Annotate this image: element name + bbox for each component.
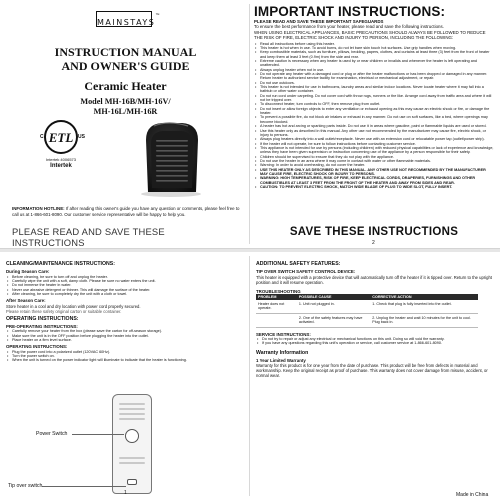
- info-note-lead: INFORMATION HOTLINE:: [12, 206, 65, 211]
- service-heading: SERVICE INSTRUCTIONS:: [256, 331, 311, 337]
- save-footer: SAVE THESE INSTRUCTIONS: [289, 226, 459, 238]
- troubleshooting-page: [256, 252, 494, 500]
- top-spread: [0, 0, 500, 248]
- power-switch-knob: [125, 429, 139, 443]
- list-item: • If you have any questions regarding this unit's operation or service, call customer service at 1-866-601-8090.: [262, 341, 494, 345]
- information-hotline-note: [12, 206, 240, 217]
- vent-slot: [119, 462, 145, 464]
- safety-features-title: ADDITIONAL SAFETY FEATURES:: [256, 261, 341, 267]
- table-header: CORRECTIVE ACTION: [370, 294, 478, 300]
- pre-operating-heading: PRE-OPERATING INSTRUCTIONS:: [6, 323, 78, 329]
- after-season-heading: After Season Care:: [6, 298, 46, 304]
- table-cell: 1. Check that plug is fully inserted into the outlet.: [370, 300, 478, 313]
- safeguards-warning-list: [254, 168, 494, 190]
- during-season-heading: During Season Care:: [6, 269, 50, 275]
- save-instructions-banner: PLEASE READ AND SAVE THESE INSTRUCTIONS: [12, 226, 165, 248]
- etl-us-tag: US: [78, 134, 85, 140]
- list-item: • Before cleaning, be sure to turn off and unplug the heater.: [12, 275, 244, 279]
- tip-over-heading: TIP OVER SWITCH SAFETY CONTROL DEVICE:: [256, 269, 356, 275]
- spread-gutter: [249, 4, 250, 244]
- vent-slot: [119, 413, 145, 415]
- page-number: 2: [372, 240, 375, 246]
- safeguard-item: • Do not insert or allow foreign objects to enter any ventilation or exhaust opening as this may cause an electric shock or fire, or damage the heater.: [260, 107, 494, 116]
- safeguard-item: • To prevent a possible fire, do not block air intakes or exhaust in any manner. Do not use on soft surfaces, like a bed, where openings may become blocked.: [260, 115, 494, 124]
- safeguards-page: [254, 0, 494, 248]
- made-in-label: Made in China: [456, 492, 489, 498]
- info-note-text: If after reading this owner's guide you have any question or comments, please feel free to call us at 1-866-601-8090. Our customer service representative will be happy to help you.: [12, 206, 240, 217]
- trademark: ™: [155, 12, 160, 17]
- care-page: [6, 252, 244, 500]
- safeguard-item: • Children should be supervised to ensure that they do not play with the appliance.: [260, 155, 494, 159]
- tip-over-text: This heater is equipped with a protective device that will automatically turn off the heater if it is tipped over. Return to the upright position and it will resume operation.: [256, 274, 492, 285]
- safeguard-item: • If the heater will not operate, be sure to follow instructions before contacting customer service.: [260, 142, 494, 146]
- safeguard-item: • Always unplug heater when not in use.: [260, 68, 494, 72]
- service-list: [256, 337, 494, 346]
- list-item: • Do not try to repair or adjust any electrical or mechanical functions on this unit. Doing so will void the warranty.: [262, 337, 494, 341]
- product-name: Ceramic Heater: [84, 79, 167, 93]
- list-item: • When the unit is turned on the power indicator light will illuminate to indicate that the heater is functioning.: [12, 358, 244, 362]
- vent-slot: [119, 403, 145, 405]
- cover-page: [0, 0, 249, 248]
- safeguard-item: • Do not use outdoors.: [260, 81, 494, 85]
- safeguard-item: • This heater is hot when in use. To avoid burns, do not let bare skin touch hot surfaces. Use grip handles when moving.: [260, 46, 494, 50]
- safeguard-warning-item: • USE THIS HEATER ONLY AS DESCRIBED IN THIS MANUAL. ANY OTHER USE NOT RECOMMENDED BY THE MANUFACTURER MAY CAUSE FIRE, ELECTRIC SHOCK OR INJURY TO PERSONS.: [260, 168, 494, 177]
- model-line2: MH-16L/MH-16R: [93, 107, 158, 116]
- table-cell: 2. One of the safety features may have activated.: [297, 313, 370, 327]
- safeguard-item: • Do not run cord under carpeting. Do not cover cord with throw rugs, runners or the like. Arrange cord away from traffic area and where it will not be tripped over.: [260, 94, 494, 103]
- manual-title-line2: AND OWNER'S GUIDE: [61, 59, 190, 73]
- tip-over-callout-line: [42, 486, 126, 487]
- operating-heading: OPERATING INSTRUCTIONS:: [6, 344, 68, 350]
- list-item: • Plug the power cord into a polarized outlet (120VAC 60Hz).: [12, 350, 244, 354]
- safeguard-warning-item: • CAUTION: TO PREVENT ELECTRIC SHOCK, MATCH WIDE BLADE OF PLUG TO WIDE SLOT, FULLY INSERT.: [260, 185, 494, 189]
- safeguard-item: • Do not use the heater in an area where it may come in contact with water or other flammable materials.: [260, 159, 494, 163]
- after-season-text: Store heater in a cool and dry location with power cord properly secured.: [6, 303, 141, 309]
- etl-mark: ETL: [48, 130, 74, 145]
- safeguard-item: • This heater is not intended for use in bathrooms, laundry areas and similar indoor locations. Never locate heater where it may fall into a bathtub or other water container.: [260, 85, 494, 94]
- warranty-title: Warranty Information: [256, 349, 309, 356]
- list-item: • After cleaning, be sure to completely dry the unit with a cloth or towel.: [12, 292, 244, 296]
- list-item: • Never use abrasive detergent or thinner. This will damage the surface of the heater.: [12, 288, 244, 292]
- list-item: • Carefully remove your heater from the box (please save the carton for off-season storage).: [12, 329, 244, 333]
- table-header: PROBLEM: [256, 294, 297, 300]
- etl-code: Intertek 4006573: [45, 157, 77, 162]
- safeguards-list: [254, 42, 494, 168]
- model-numbers: [8, 97, 243, 117]
- troubleshooting-heading: TROUBLESHOOTING: [256, 288, 301, 294]
- model-line1: Model MH-16B/MH-16V/: [80, 97, 171, 106]
- safeguard-item: • Extreme caution is necessary when any heater is used by or near children or invalids and whenever the heater is left operating and unattended.: [260, 59, 494, 68]
- warranty-subtitle: 1 Year Limited Warranty: [256, 357, 306, 363]
- etl-certification-mark: [32, 120, 90, 169]
- table-cell: Heater does not operate.: [256, 300, 297, 313]
- safeguard-warning-item: • WARNING: HIGH TEMPERATURES, RISK OF FIRE, KEEP ELECTRICAL CORDS, DRAPERIES, FURNISHINGS AND OTHER COMBUSTIBLES AT LEAST 3 FEET FROM THE FRONT OF THE HEATER AND AWAY FROM SIDES AND REAR.: [260, 176, 494, 185]
- troubleshooting-table: [256, 294, 478, 328]
- list-item: • Carefully wipe the unit with a soft, damp cloth. Please be sure no water enters the unit.: [12, 279, 244, 283]
- etl-c-tag: C: [40, 134, 44, 140]
- manual-title-line1: INSTRUCTION MANUAL: [54, 45, 197, 59]
- vent-slot: [119, 457, 145, 459]
- safeguard-item: • Keep combustible materials, such as furniture, pillows, bedding, papers, clothes, and curtains at least three (3) feet from the front of heater and keep them at least 3 feet (0.9m) from the side and rear.: [260, 50, 494, 59]
- safeguards-title: IMPORTANT INSTRUCTIONS:: [254, 4, 446, 19]
- brand-name: MAINSTAYS: [97, 18, 156, 27]
- manual-title: [8, 45, 243, 73]
- spread-gutter: [249, 256, 250, 496]
- page-number: 1: [124, 490, 127, 496]
- table-cell: 2. Unplug the heater and wait 10 minutes for the unit to cool. Plug back in.: [370, 313, 478, 327]
- operating-list: [6, 350, 244, 363]
- safeguard-item: • Warning: In order to avoid overheating, do not cover the heater.: [260, 163, 494, 167]
- safeguards-warning-intro: WHEN USING ELECTRICAL APPLIANCES, BASIC PRECAUTIONS SHOULD ALWAYS BE FOLLOWED TO REDUCE THE RISK OF FIRE, ELECTRIC SHOCK AND INJURY TO PERSON, INCLUDING THE FOLLOWING:: [254, 29, 486, 41]
- power-switch-label: Power Switch: [36, 431, 68, 437]
- vent-slot: [119, 408, 145, 410]
- etl-maker: Intertek: [50, 163, 72, 169]
- tip-over-switch-label: Tip over switch: [8, 483, 43, 489]
- safeguard-item: • A heater has hot and arcing or sparking parts inside. Do not use it in areas where gasoline, paint or flammable liquids are used or stored.: [260, 124, 494, 128]
- table-cell: [256, 313, 297, 327]
- warranty-text: Warranty for this product is for one year from the date of purchase. This product will be free from defects in material and workmanship. Keep the original receipt as proof of purchase. This warranty does not cover damage from misuse, accident, or normal wear.: [256, 363, 488, 379]
- safeguard-item: • Use this heater only as described in this manual. Any other use not recommended by the manufacturer may cause fire, electric shock, or injury to persons.: [260, 129, 494, 138]
- storage-note: Please retain these safety original carton or suitable container.: [6, 308, 122, 314]
- operating-title: OPERATING INSTRUCTIONS:: [6, 315, 79, 322]
- safeguards-intro: To ensure the best performance from your heater, please read and save the following instructions.: [254, 24, 444, 30]
- care-title: CLEANING/MAINTENANCE INSTRUCTIONS:: [6, 261, 115, 267]
- bottom-spread: [0, 252, 500, 500]
- table-row: [256, 300, 478, 313]
- safeguard-item: • Do not operate any heater with a damaged cord or plug or after the heater malfunctions or has been dropped or damaged in any manner. Return heater to authorized service facility for examination, electrical or mechanical adjustment, or repair.: [260, 72, 494, 81]
- during-season-list: [6, 275, 244, 297]
- brand-logo: [96, 11, 160, 27]
- safeguard-item: • This appliance is not intended for use by persons (including children) with reduced physical capabilities or lack of experience and knowledge, unless they have been given supervision or instruction concerning use of the appliance by a person responsible for their safety.: [260, 146, 494, 155]
- list-item: • Place heater on a firm level surface.: [12, 338, 244, 342]
- safeguards-subtitle: PLEASE READ AND SAVE THESE IMPORTANT SAFEGUARDS: [254, 19, 384, 24]
- table-row: [256, 313, 478, 327]
- table-header: POSSIBLE CAUSE: [297, 294, 370, 300]
- safeguard-item: • Read all instructions before using this heater.: [260, 42, 494, 46]
- list-item: • Do not immerse the heater in water.: [12, 283, 244, 287]
- pre-operating-list: [6, 329, 244, 342]
- etl-ring: [40, 120, 85, 154]
- list-item: • Make sure the unit is in the OFF position before plugging the heater into the outlet.: [12, 334, 244, 338]
- heater-back-panel-diagram: [112, 394, 152, 494]
- power-switch-callout-line: [72, 434, 124, 435]
- tip-over-switch: [127, 479, 137, 485]
- list-item: • Turn the power switch on.: [12, 354, 244, 358]
- vent-slot: [119, 418, 145, 420]
- table-cell: 1. Unit not plugged in.: [297, 300, 370, 313]
- safeguard-item: • Always plug heaters directly into a wall outlet/receptacle. Never use with an extension cord or relocatable power tap (outlet/power strip).: [260, 137, 494, 141]
- heater-product-image: [128, 118, 214, 198]
- safeguard-item: • To disconnect heater, turn controls to OFF, then remove plug from outlet.: [260, 102, 494, 106]
